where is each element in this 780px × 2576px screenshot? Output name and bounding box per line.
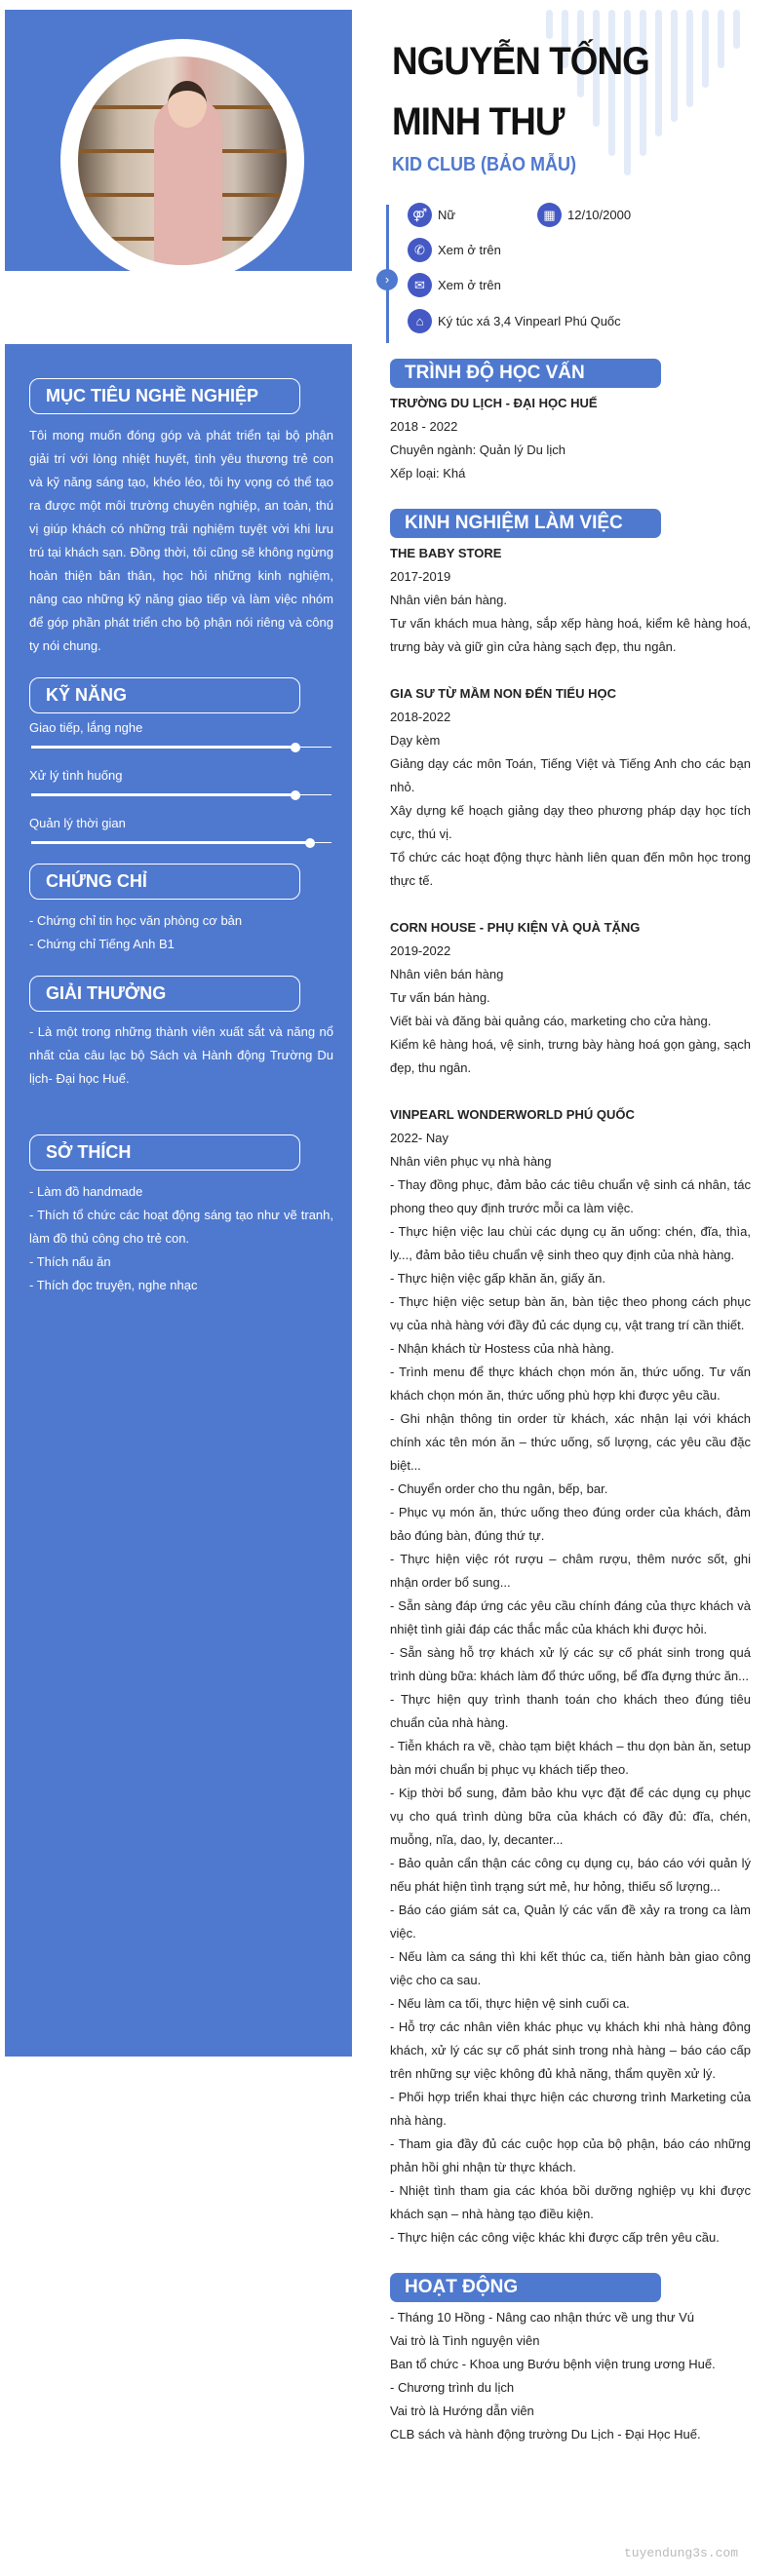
decorative-stripe: [733, 10, 740, 49]
job-detail: Viết bài và đăng bài quảng cáo, marketing cho cửa hàng.: [390, 1014, 712, 1028]
education-years: 2018 - 2022: [390, 419, 458, 434]
job-detail: - Sẵn sàng hỗ trợ khách xử lý các sự cố phát sinh trong quá trình dùng bữa: khách làm đổ thức uống, bể đĩa đựng thức ăn...: [390, 1645, 751, 1683]
certificates-list: [29, 909, 333, 956]
contact-birthdate: ▦ 12/10/2000: [537, 203, 631, 227]
job-detail: - Nhận khách từ Hostess của nhà hàng.: [390, 1341, 614, 1356]
job-detail: - Hỗ trợ các nhân viên khác phục vụ khách khi nhà hàng đông khách, xử lý các sự cố phát sinh trong nhà hàng – báo cáo cấp trên những sự việc không đủ khả năng, thẩm quyền xử lý.: [390, 2019, 751, 2081]
skills-heading: KỸ NĂNG: [29, 677, 300, 713]
job-detail: - Thay đồng phục, đảm bảo các tiêu chuẩn vệ sinh cá nhân, tác phong theo quy định trước mỗi ca làm việc.: [390, 1177, 751, 1215]
job-detail: - Kịp thời bổ sung, đảm bảo khu vực đặt để các dụng cụ phục vụ cho quá trình dùng bữa của khách có đầy đủ: đĩa, chén, muỗng, nĩa, dao, ly, decanter...: [390, 1786, 751, 1847]
objective-heading: MỤC TIÊU NGHỀ NGHIỆP: [29, 378, 300, 414]
job-detail: - Nếu làm ca sáng thì khi kết thúc ca, tiến hành bàn giao công việc cho ca sau.: [390, 1949, 751, 1987]
job-entry: [390, 682, 751, 893]
objective-text: Tôi mong muốn đóng góp và phát triển tại bộ phận giải trí với lòng nhiệt huyết, tình yêu thương trẻ con và kỹ năng sáng tạo, khéo léo, tôi hy vọng có thể tạo ra được một môi trường chuyên nghiệp, an toàn, thú vị giúp khách có những trải nghiệm tuyệt vời khi lưu trú tại khách sạn. Đồng thời, tôi cũng sẽ không ngừng hoàn thiện bản thân, học hỏi những kinh nghiệm, nâng cao những kỹ năng giao tiếp và làm việc nhóm để góp phần phát triển cho bộ phận nói riêng và công ty nói chung.: [29, 428, 333, 653]
activity-line: Vai trò là Tình nguyện viên: [390, 2333, 540, 2348]
job-title: KID CLUB (BẢO MẪU): [392, 154, 576, 175]
activity-line: - Tháng 10 Hồng - Nâng cao nhận thức về ung thư Vú: [390, 2310, 695, 2325]
hobby-item: - Làm đồ handmade: [29, 1184, 143, 1199]
skill-item: [29, 720, 332, 752]
avatar: [60, 39, 304, 283]
activity-line: CLB sách và hành động trường Du Lịch - Đại Học Huế.: [390, 2427, 701, 2441]
job-detail: Nhân viên bán hàng: [390, 967, 504, 981]
gender-icon: ⚤: [408, 203, 432, 227]
decorative-stripe: [686, 10, 693, 107]
candidate-name: NGUYỄN TỐNG MINH THƯ: [392, 40, 649, 143]
contact-address: ⌂ Ký túc xá 3,4 Vinpearl Phú Quốc: [408, 309, 621, 333]
hobbies-heading: SỞ THÍCH: [29, 1134, 300, 1171]
job-detail: Dạy kèm: [390, 733, 441, 748]
job-detail: Xây dựng kế hoạch giảng dạy theo phương pháp dạy học tích cực, thú vị.: [390, 803, 751, 841]
job-detail: - Sẵn sàng đáp ứng các yêu cầu chính đáng của thực khách và nhiệt tình giải đáp các thắc mắc của khách khi được hỏi.: [390, 1598, 751, 1636]
education-heading: TRÌNH ĐỘ HỌC VẤN: [390, 359, 661, 388]
skill-item: [29, 816, 332, 848]
job-detail: Kiểm kê hàng hoá, vệ sinh, trưng bày hàng hoá gọn gàng, sạch đẹp, thu ngân.: [390, 1037, 751, 1075]
skill-label: Xử lý tình huống: [29, 768, 123, 783]
activity-line: Vai trò là Hướng dẫn viên: [390, 2403, 534, 2418]
skill-label: Quản lý thời gian: [29, 816, 126, 830]
job-company: THE BABY STORE: [390, 546, 502, 560]
experience-section: [390, 509, 751, 2249]
contact-phone: ✆ Xem ở trên: [408, 238, 501, 262]
watermark: tuyendung3s.com: [624, 2546, 739, 2560]
hobby-item: - Thích tổ chức các hoạt động sáng tạo như vẽ tranh, làm đồ thủ công cho trẻ con.: [29, 1208, 333, 1246]
job-detail: - Ghi nhận thông tin order từ khách, xác nhận lại với khách chính xác tên món ăn – thức uống, số lượng, các yêu cầu đặc biệt...: [390, 1411, 751, 1473]
skill-label: Giao tiếp, lắng nghe: [29, 720, 143, 735]
job-company: GIA SƯ TỪ MẦM NON ĐẾN TIỂU HỌC: [390, 686, 616, 701]
job-company: VINPEARL WONDERWORLD PHÚ QUỐC: [390, 1107, 635, 1122]
hobbies-list: [29, 1180, 333, 1297]
activities-section: [390, 2273, 751, 2446]
certificate-item: - Chứng chỉ Tiếng Anh B1: [29, 937, 175, 951]
job-detail: - Thực hiện việc gấp khăn ăn, giấy ăn.: [390, 1271, 605, 1286]
job-detail: Tư vấn khách mua hàng, sắp xếp hàng hoá, kiểm kê hàng hoá, trưng bày và giữ gìn cửa hàng sạch đẹp, thu ngân.: [390, 616, 751, 654]
profile-photo: [78, 57, 287, 265]
job-detail: - Phối hợp triển khai thực hiện các chương trình Marketing của nhà hàng.: [390, 2090, 751, 2128]
contact-email: ✉ Xem ở trên: [408, 273, 501, 297]
hobby-item: - Thích đọc truyện, nghe nhạc: [29, 1278, 198, 1292]
job-detail: - Phục vụ món ăn, thức uống theo đúng order của khách, đảm bảo đúng bàn, đúng thứ tự.: [390, 1505, 751, 1543]
skill-item: [29, 768, 332, 800]
sidebar: [5, 344, 352, 2057]
activity-line: Ban tổ chức - Khoa ung Bướu bệnh viện trung ương Huế.: [390, 2357, 716, 2371]
job-years: 2017-2019: [390, 569, 451, 584]
main-content: [390, 359, 751, 2470]
job-detail: - Trình menu để thực khách chọn món ăn, thức uống. Tư vấn khách chọn món ăn, thức uống phù hợp khi được yêu cầu.: [390, 1365, 751, 1403]
school-name: TRƯỜNG DU LỊCH - ĐẠI HỌC HUẾ: [390, 396, 598, 410]
skill-level-bar: [29, 743, 332, 752]
decorative-stripe: [655, 10, 662, 136]
job-detail: - Thực hiện việc rót rượu – châm rượu, thêm nước sốt, ghi nhận order bổ sung...: [390, 1552, 751, 1590]
job-company: CORN HOUSE - PHỤ KIỆN VÀ QUÀ TẶNG: [390, 920, 641, 935]
awards-text: - Là một trong những thành viên xuất sắt và năng nổ nhất của câu lạc bộ Sách và Hành động Trường Du lịch- Đại học Huế.: [29, 1024, 333, 1086]
education-major: Chuyên ngành: Quản lý Du lịch: [390, 442, 566, 457]
education-grade: Xếp loại: Khá: [390, 466, 466, 481]
decorative-stripe: [718, 10, 724, 68]
skill-level-knob: [291, 743, 300, 752]
job-detail: Nhân viên phục vụ nhà hàng: [390, 1154, 552, 1169]
job-detail: - Thực hiện việc setup bàn ăn, bàn tiệc theo phong cách phục vụ của nhà hàng với đầy đủ các dụng cụ, vật trang trí cần thiết.: [390, 1294, 751, 1332]
calendar-icon: ▦: [537, 203, 562, 227]
job-detail: - Thực hiện việc lau chùi các dụng cụ ăn uống: chén, đĩa, thìa, ly..., đảm bảo tiêu chuẩn vệ sinh theo quy định của nhà hàng.: [390, 1224, 751, 1262]
skill-level-bar: [29, 838, 332, 848]
activity-line: - Chương trình du lịch: [390, 2380, 515, 2395]
job-years: 2018-2022: [390, 710, 451, 724]
job-detail: Giảng dạy các môn Toán, Tiếng Việt và Tiếng Anh cho các bạn nhỏ.: [390, 756, 751, 794]
job-detail: Tổ chức các hoạt động thực hành liên quan đến môn học trong thực tế.: [390, 850, 751, 888]
job-detail: Nhân viên bán hàng.: [390, 593, 507, 607]
job-detail: - Báo cáo giám sát ca, Quản lý các vấn đề xảy ra trong ca làm việc.: [390, 1903, 751, 1941]
education-section: [390, 359, 751, 485]
awards-heading: GIẢI THƯỞNG: [29, 976, 300, 1012]
decorative-stripe: [702, 10, 709, 88]
contact-gender: ⚤ Nữ: [408, 203, 455, 227]
experience-heading: KINH NGHIỆM LÀM VIỆC: [390, 509, 661, 538]
job-detail: Tư vấn bán hàng.: [390, 990, 490, 1005]
hobby-item: - Thích nấu ăn: [29, 1254, 111, 1269]
certificates-heading: CHỨNG CHỈ: [29, 864, 300, 900]
skill-level-knob: [291, 790, 300, 800]
job-detail: - Nhiệt tình tham gia các khóa bồi dưỡng nghiệp vụ khi được khách sạn – nhà hàng tạo điều kiện.: [390, 2183, 751, 2221]
activities-heading: HOẠT ĐỘNG: [390, 2273, 661, 2302]
job-detail: - Chuyển order cho thu ngân, bếp, bar.: [390, 1481, 608, 1496]
job-detail: - Tiễn khách ra về, chào tạm biệt khách – thu dọn bàn ăn, setup bàn mới chuẩn bị phục vụ khách tiếp theo.: [390, 1739, 751, 1777]
phone-icon: ✆: [408, 238, 432, 262]
skill-level-bar: [29, 790, 332, 800]
job-detail: - Bảo quản cẩn thận các công cụ dụng cụ, báo cáo với quản lý nếu phát hiện tình trạng sứt mẻ, hư hỏng, thiếu số lượng...: [390, 1856, 751, 1894]
job-detail: - Nếu làm ca tối, thực hiện vệ sinh cuối ca.: [390, 1996, 630, 2011]
job-entry: [390, 916, 751, 1080]
chevron-right-icon: ›: [376, 269, 398, 290]
job-detail: - Thực hiện quy trình thanh toán cho khách theo đúng tiêu chuẩn của nhà hàng.: [390, 1692, 751, 1730]
job-years: 2019-2022: [390, 943, 451, 958]
job-detail: - Tham gia đầy đủ các cuộc họp của bộ phận, báo cáo những phản hồi ghi nhận từ thực khách.: [390, 2136, 751, 2174]
job-entry: [390, 542, 751, 659]
skill-level-knob: [305, 838, 315, 848]
decorative-stripe: [671, 10, 678, 122]
mail-icon: ✉: [408, 273, 432, 297]
photo-panel: [5, 10, 352, 271]
job-years: 2022- Nay: [390, 1131, 448, 1145]
home-icon: ⌂: [408, 309, 432, 333]
certificate-item: - Chứng chỉ tin học văn phòng cơ bản: [29, 913, 243, 928]
job-detail: - Thực hiện các công việc khác khi được cấp trên yêu cầu.: [390, 2230, 720, 2245]
job-entry: [390, 1103, 751, 2249]
